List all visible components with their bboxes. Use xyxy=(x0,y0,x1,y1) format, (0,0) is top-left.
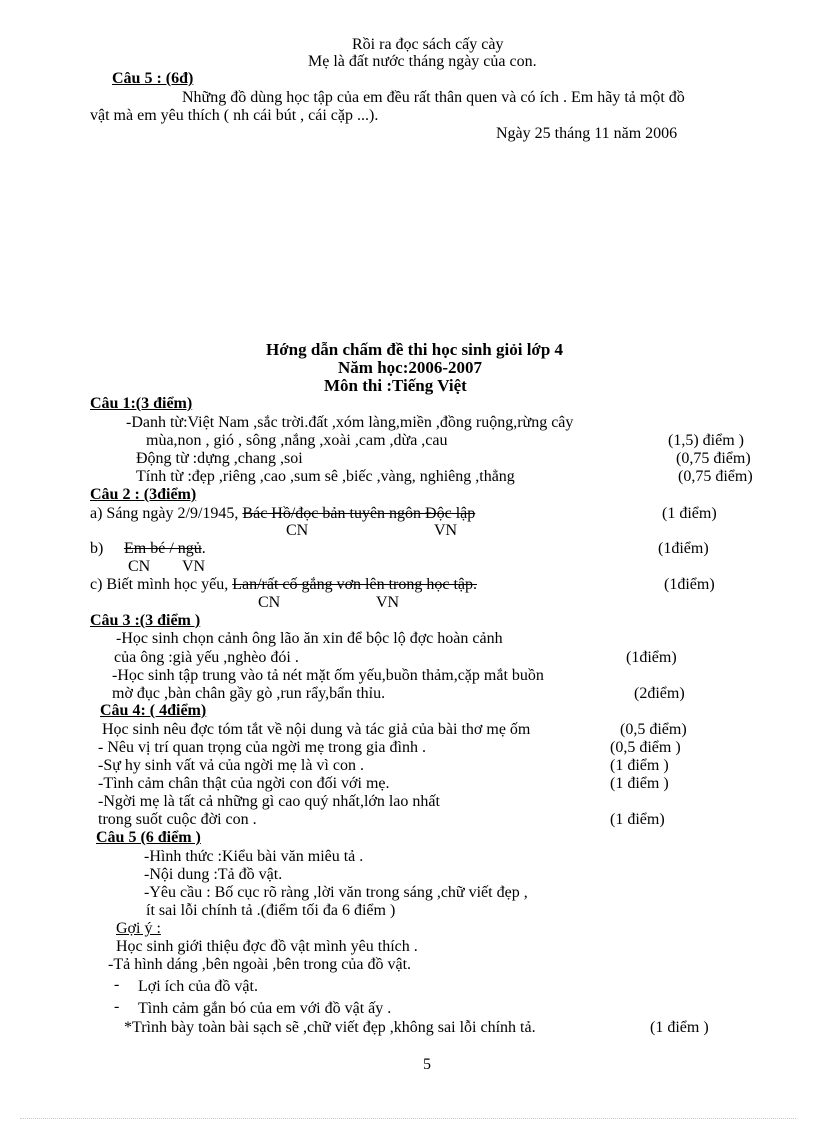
q4-line-5: -Ngời mẹ là tất cả những gì cao quý nhất,lớn lao nhất xyxy=(98,793,440,810)
q1-line-2-score: (1,5) điểm ) xyxy=(668,432,744,449)
q2-a-vn: VN xyxy=(434,522,458,539)
q1-heading: Câu 1:(3 điểm) xyxy=(90,395,193,412)
q4-line-4-score: (1 điểm ) xyxy=(610,775,669,792)
hint-bullet-1: - xyxy=(114,976,120,993)
question-5-text-1: Những đồ dùng học tập của em đều rất thân quen và có ích . Em hãy tả một đồ xyxy=(182,89,685,106)
q2-a-cn: CN xyxy=(286,522,309,539)
q3-line-4: mờ đục ,bàn chân gầy gò ,run rẩy,bẩn thỉu. xyxy=(112,685,386,702)
poem-line-1: Rồi ra đọc sách cấy cày xyxy=(352,36,504,53)
poem-line-2: Mẹ là đất nước tháng ngày của con. xyxy=(308,53,537,70)
q4-line-2-score: (0,5 điểm ) xyxy=(610,739,681,756)
q3-line-4-score: (2điểm) xyxy=(634,685,685,702)
question-5-heading: Câu 5 : (6đ) xyxy=(112,70,194,87)
q2-a-prefix: a) Sáng ngày 2/9/1945, xyxy=(90,505,243,522)
q4-line-1: Học sinh nêu đợc tóm tắt về nội dung và tác giả của bài thơ mẹ ốm xyxy=(102,721,531,738)
q2-b xyxy=(124,540,206,558)
q1-line-3-score: (0,75 điểm) xyxy=(676,450,751,467)
page-number: 5 xyxy=(423,1056,431,1073)
q2-a-sentence: Bác Hồ/đọc bản tuyên ngôn Độc lập xyxy=(242,505,476,522)
q2-b-cn: CN xyxy=(128,558,151,575)
q4-line-1-score: (0,5 điểm) xyxy=(620,721,687,738)
q3-line-1: -Học sinh chọn cảnh ông lão ăn xin để bộc lộ đợc hoàn cảnh xyxy=(116,630,503,647)
q2-c-sentence: Lan/rất cố gắng vơn lên trong học tập. xyxy=(232,576,478,593)
hint-line-3: Lợi ích của đồ vật. xyxy=(138,978,258,995)
q2-b-dot: . xyxy=(201,540,206,557)
q3-line-3: -Học sinh tập trung vào tả nét mặt ốm yếu,buồn thảm,cặp mắt buồn xyxy=(112,667,544,684)
q5-requirement: -Yêu cầu : Bố cục rõ ràng ,lời văn trong sáng ,chữ viết đẹp , xyxy=(144,884,528,901)
page-bottom-divider xyxy=(20,1118,796,1119)
q5-requirement-2: ít sai lỗi chính tả .(điểm tối đa 6 điểm ) xyxy=(146,902,396,919)
q2-b-score: (1điểm) xyxy=(658,540,709,557)
q2-c xyxy=(90,576,477,594)
q1-line-2: mùa,non , gió , sông ,nắng ,xoài ,cam ,dừa ,cau xyxy=(146,432,448,449)
q2-b-sentence: Em bé / ngủ xyxy=(124,540,202,557)
q5-answer-heading: Câu 5 (6 điểm ) xyxy=(96,829,201,846)
q3-line-2-score: (1điểm) xyxy=(626,649,677,666)
q2-a xyxy=(90,505,475,523)
q4-line-3: -Sự hy sinh vất vả của ngời mẹ là vì con . xyxy=(98,757,364,774)
exam-date: Ngày 25 tháng 11 năm 2006 xyxy=(496,125,678,142)
q1-line-1: -Danh từ:Việt Nam ,sắc trời.đất ,xóm làng,miền ,đồng ruộng,rừng cây xyxy=(126,414,574,431)
question-5-text-2: vật mà em yêu thích ( nh cái bút , cái cặp ...). xyxy=(90,107,379,124)
q1-line-4: Tính từ :đẹp ,riêng ,cao ,sum sê ,biếc ,vàng, nghiêng ,thẳng xyxy=(136,468,515,485)
school-year: Năm học:2006-2007 xyxy=(338,358,483,377)
hint-bullet-2: - xyxy=(114,998,120,1015)
q2-c-prefix: c) Biết mình học yếu, xyxy=(90,576,233,593)
q2-b-label: b) xyxy=(90,540,104,557)
subject-title: Môn thi :Tiếng Việt xyxy=(324,376,467,395)
hint-line-4: Tình cảm gắn bó của em với đồ vật ấy . xyxy=(138,1000,392,1017)
hint-line-5-score: (1 điểm ) xyxy=(650,1019,709,1036)
q3-heading: Câu 3 :(3 điểm ) xyxy=(90,612,201,629)
hint-line-2: -Tả hình dáng ,bên ngoài ,bên trong của đồ vật. xyxy=(108,956,412,973)
q4-line-2: - Nêu vị trí quan trọng của ngời mẹ trong gia đình . xyxy=(98,739,426,756)
q2-c-vn: VN xyxy=(376,594,400,611)
q2-c-cn: CN xyxy=(258,594,281,611)
q4-line-4: -Tình cảm chân thật của ngời con đối với mẹ. xyxy=(98,775,390,792)
page-title: Hớng dẫn chấm đề thi học sinh giỏi lớp 4 xyxy=(266,340,564,359)
hint-heading: Gợi ý : xyxy=(116,920,161,937)
q1-line-4-score: (0,75 điểm) xyxy=(678,468,753,485)
hint-line-1: Học sinh giới thiệu đợc đồ vật mình yêu thích . xyxy=(116,938,418,955)
q4-line-6-score: (1 điểm) xyxy=(610,811,665,828)
q2-a-score: (1 điểm) xyxy=(662,505,717,522)
q3-line-2: của ông :già yếu ,nghèo đói . xyxy=(114,649,299,666)
q4-line-6: trong suốt cuộc đời con . xyxy=(98,811,257,828)
hint-line-5: *Trình bày toàn bài sạch sẽ ,chữ viết đẹp ,không sai lỗi chính tả. xyxy=(124,1019,536,1036)
q2-heading: Câu 2 : (3điểm) xyxy=(90,486,197,503)
q2-c-score: (1điểm) xyxy=(664,576,715,593)
q4-heading: Câu 4: ( 4điểm) xyxy=(100,702,207,719)
q2-b-vn: VN xyxy=(182,558,206,575)
q5-form: -Hình thức :Kiểu bài văn miêu tả . xyxy=(144,848,364,865)
q5-content: -Nội dung :Tả đồ vật. xyxy=(144,866,283,883)
q4-line-3-score: (1 điểm ) xyxy=(610,757,669,774)
q1-line-3: Động từ :dựng ,chang ,soi xyxy=(136,450,303,467)
